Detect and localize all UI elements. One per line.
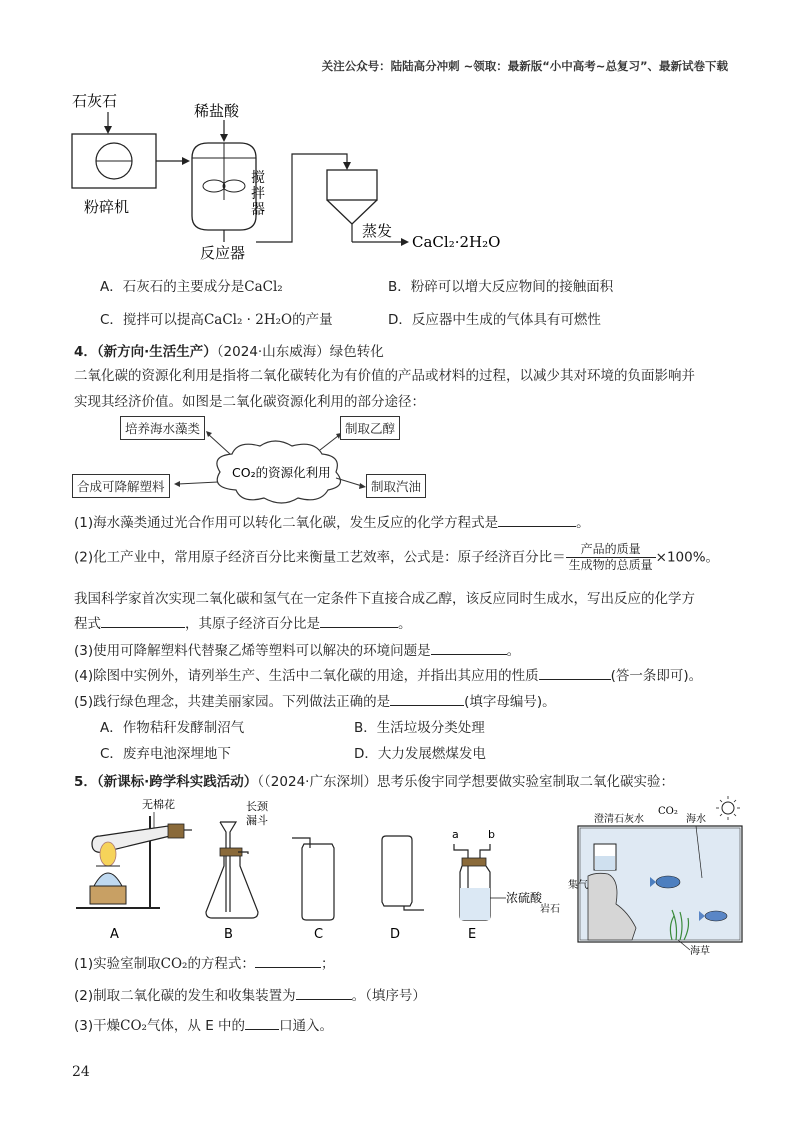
q4-part3 (74, 639, 520, 659)
apparatus-e (452, 828, 543, 942)
stirrer-label-2: 拌 (251, 186, 265, 202)
fraction-numerator: 产品的质量 (566, 542, 656, 558)
label-d: D (390, 927, 401, 942)
dilute-hcl-label: 稀盐酸 (194, 102, 240, 120)
q4-heading (74, 340, 384, 360)
q5-part3-mid: 气体，从 E 中的 (146, 1018, 246, 1034)
gas-jar-label: 集气 (568, 880, 588, 891)
product-formula: CaCl₂·2H₂O (412, 233, 501, 251)
q4-part1 (74, 511, 590, 531)
q5-part1 (74, 952, 334, 972)
center-label: CO₂的资源化利用 (232, 465, 331, 480)
q4-part2b-blank1[interactable] (101, 614, 185, 628)
q4-part5-text: (5)践行绿色理念，共建美丽家园。下列做法正确的是 (74, 694, 391, 710)
acid-label: 浓硫酸 (506, 891, 543, 905)
apparatus-diagram (70, 792, 570, 946)
q4-part4-end: (答一条即可)。 (610, 668, 703, 684)
q5-part3 (74, 1014, 333, 1034)
q4-part1-text: (1)海水藻类通过光合作用可以转化二氧化碳，发生反应的化学方程式是 (74, 515, 499, 531)
q4-part5-end: (填字母编号)。 (464, 694, 556, 710)
apparatus-b (206, 800, 269, 942)
funnel-label-2: 漏斗 (246, 814, 268, 827)
q4-part3-end: 。 (506, 643, 521, 659)
q5-part1-text: (1)实验室制取 (74, 956, 161, 972)
q3-option-c-formula: CaCl₂ · 2H₂O (203, 312, 293, 328)
q4-intro-line1: 二氧化碳的资源化利用是指将二氧化碳转化为有价值的产品或材料的过程，以减少其对环境的负面影响并 (74, 368, 695, 384)
q3-option-d[interactable]: D．反应器中生成的气体具有可燃性 (388, 312, 601, 328)
stirrer-label-1: 搅 (251, 170, 265, 186)
q3-option-a-text: A．石灰石的主要成分是 (100, 279, 245, 295)
q4-source: （2024·山东威海）绿色转化 (216, 344, 384, 360)
q4-part2b-b: ，其原子经济百分比是 (185, 616, 320, 632)
port-b-label: b (488, 828, 495, 841)
q4-part2 (74, 542, 719, 573)
limestone-label: 石灰石 (72, 92, 118, 110)
q4-part2b-blank2[interactable] (320, 614, 398, 628)
q4-option-c[interactable]: C．废弃电池深埋地下 (100, 746, 231, 762)
apparatus-d (382, 836, 424, 942)
q4-part4-text: (4)除图中实例外，请列举生产、生活中二氧化碳的用途，并指出其应用的性质 (74, 668, 539, 684)
co2-label: CO₂ (658, 806, 678, 817)
aquarium-diagram (540, 792, 760, 958)
q4-part5 (74, 690, 556, 710)
q3-option-a[interactable] (100, 275, 283, 295)
q3-option-c-text: C．搅拌可以提高 (100, 312, 204, 328)
q5-part1-formula: CO₂ (160, 956, 188, 972)
q5-part2-end: 。（填序号） (351, 988, 426, 1004)
q4-part3-blank[interactable] (431, 641, 507, 655)
apparatus-a (76, 797, 192, 942)
q5-tag: （新课标·跨学科实践活动） (96, 774, 258, 790)
crusher-label: 粉碎机 (84, 198, 130, 216)
page-number: 24 (72, 1064, 90, 1080)
q4-part4-blank[interactable] (539, 666, 611, 680)
q4-intro-line2: 实现其经济价值。如图是二氧化碳资源化利用的部分途径： (74, 394, 425, 410)
evaporate-label: 蒸发 (362, 222, 393, 240)
atom-economy-fraction (566, 542, 656, 573)
q5-part2-blank[interactable] (296, 986, 352, 1000)
q5-part2-text: (2)制取二氧化碳的发生和收集装置为 (74, 988, 296, 1004)
node-gasoline: 制取汽油 (366, 474, 426, 498)
funnel-label-1: 长颈 (246, 800, 268, 813)
cotton-label: 无棉花 (142, 798, 175, 811)
q4-number: 4． (74, 344, 97, 360)
page-header: 关注公众号：陆陆高分冲刺 ~领取：最新版“小中高考~总复习”、最新试卷下载 (321, 59, 728, 73)
q3-option-c[interactable] (100, 308, 333, 328)
q4-part4 (74, 664, 702, 684)
q5-source: （（2024·广东深圳）思考乐俊宇同学想要做实验室制取二氧化碳实验： (257, 774, 674, 790)
q4-part5-blank[interactable] (390, 692, 464, 706)
q4-part2-text: (2)化工产业中，常用原子经济百分比来衡量工艺效率，公式是：原子经济百分比＝ (74, 549, 566, 566)
q4-option-a[interactable]: A．作物秸秆发酵制沼气 (100, 720, 245, 736)
process-flow-diagram (60, 88, 540, 260)
q5-part1-suffix: 的方程式： (187, 956, 255, 972)
fraction-denominator: 生成物的总质量 (568, 558, 653, 572)
rock-label: 岩石 (540, 904, 560, 915)
q5-heading (74, 770, 674, 790)
q4-part2b-line2 (74, 612, 412, 632)
q4-part2b-c: 。 (398, 616, 412, 632)
q4-option-b[interactable]: B．生活垃圾分类处理 (354, 720, 485, 736)
q4-part2-suffix: ×100%。 (655, 549, 720, 566)
seaweed-label: 海草 (690, 946, 710, 957)
label-e: E (468, 927, 477, 942)
reactor-label: 反应器 (200, 244, 246, 260)
q5-part3-text: (3)干燥 (74, 1018, 121, 1034)
q5-number: 5． (74, 774, 97, 790)
q5-part3-formula: CO₂ (120, 1018, 147, 1034)
q4-part3-text: (3)使用可降解塑料代替聚乙烯等塑料可以解决的环境问题是 (74, 643, 431, 659)
q4-part1-blank[interactable] (498, 513, 576, 527)
q5-part1-end: ； (320, 956, 335, 972)
q4-part1-end: 。 (576, 515, 590, 531)
q4-option-d[interactable]: D．大力发展燃煤发电 (354, 746, 486, 762)
q5-part3-blank[interactable] (245, 1016, 279, 1030)
q3-option-a-formula: CaCl₂ (244, 279, 283, 295)
q3-option-c-suffix: 的产量 (292, 312, 333, 328)
q5-part3-end: 口通入。 (279, 1018, 334, 1034)
port-a-label: a (452, 828, 459, 841)
q3-option-b[interactable]: B．粉碎可以增大反应物间的接触面积 (388, 279, 614, 295)
q5-part1-blank[interactable] (255, 954, 321, 968)
node-algae: 培养海水藻类 (120, 416, 205, 440)
node-plastic: 合成可降解塑料 (72, 474, 170, 498)
label-b: B (224, 927, 233, 942)
q5-part2 (74, 984, 426, 1004)
seawater-label: 海水 (686, 814, 706, 825)
stirrer-label-3: 器 (251, 202, 265, 218)
q4-part2b-line1: 我国科学家首次实现二氧化碳和氢气在一定条件下直接合成乙醇，该反应同时生成水，写出反应的化学方 (74, 591, 695, 607)
apparatus-c (292, 838, 334, 942)
evaporator (327, 170, 377, 200)
limewater-label: 澄清石灰水 (594, 814, 644, 825)
node-ethanol: 制取乙醇 (340, 416, 400, 440)
q4-part2b-a: 程式 (74, 616, 101, 632)
label-c: C (314, 927, 324, 942)
label-a: A (110, 927, 119, 942)
q4-tag: （新方向·生活生产） (96, 344, 217, 360)
